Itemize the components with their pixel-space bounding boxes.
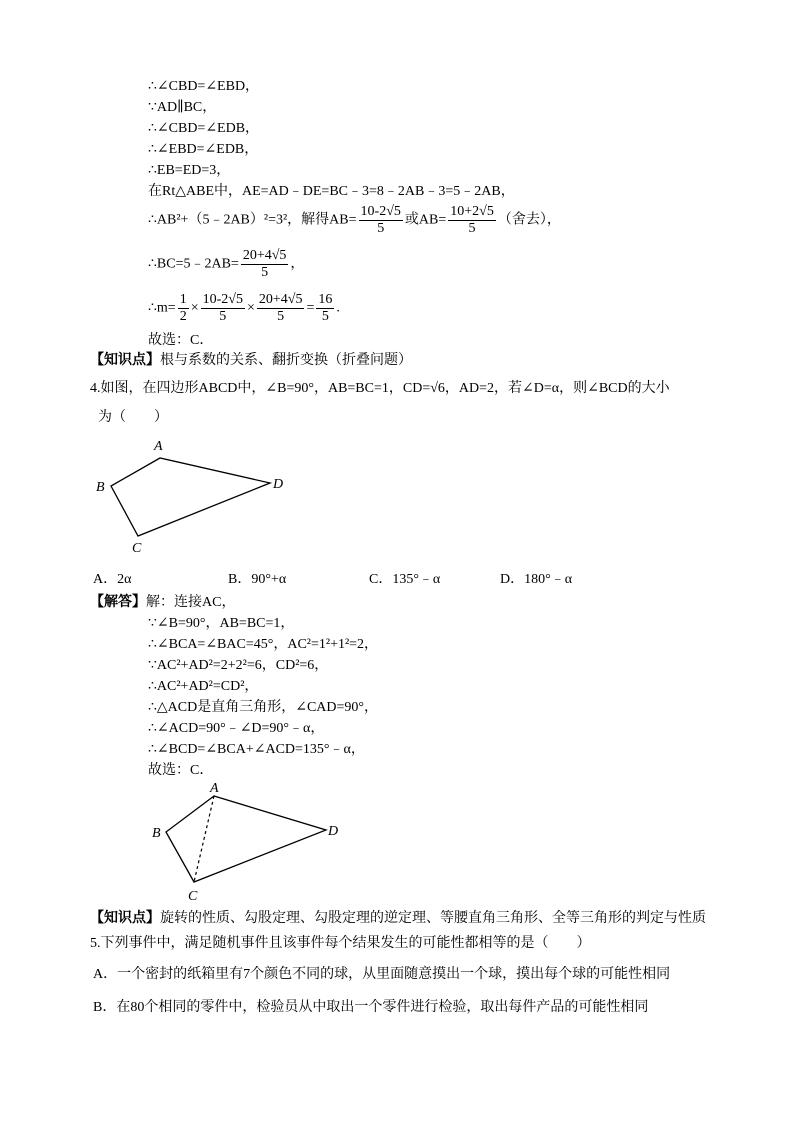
proof-line: ∴∠CBD=∠EBD， — [148, 79, 260, 94]
answer-line: ∴∠BCA=∠BAC=45°，AC²=1²+1²=2， — [148, 637, 379, 652]
fraction — [448, 204, 496, 237]
text: （舍去）， — [497, 212, 561, 228]
answer-line: ∴∠ACD=90°﹣∠D=90°﹣α， — [148, 721, 325, 736]
fraction — [178, 292, 189, 325]
option-b: B．90°+α — [228, 572, 287, 587]
vertex-label-d: D — [273, 477, 284, 492]
proof-line-bc — [148, 248, 304, 281]
question-5-option-a: A．一个密封的纸箱里有7个颜色不同的球，从里面随意摸出一个球，摸出每个球的可能性相同 — [93, 967, 671, 982]
numerator: 10-2√5 — [360, 204, 401, 219]
proof-line: ∴∠EBD=∠EDB， — [148, 142, 259, 157]
period: . — [336, 300, 340, 316]
fraction — [257, 292, 305, 325]
proof-line-m — [148, 292, 340, 325]
numerator: 16 — [318, 292, 333, 307]
knowledge-label: 【知识点】 — [90, 911, 160, 926]
answer-label: 【解答】 — [90, 595, 146, 610]
answer-line: ∴△ACD是直角三角形，∠CAD=90°， — [148, 700, 379, 715]
answer-line: ∵∠B=90°，AB=BC=1， — [148, 616, 295, 631]
text: 或AB= — [404, 212, 447, 228]
knowledge-label: 【知识点】 — [90, 353, 160, 368]
answer-line: ∵AC²+AD²=2+2²=6，CD²=6， — [148, 658, 329, 673]
choose-answer: 故选：C． — [148, 333, 214, 348]
quadrilateral-figure — [90, 436, 300, 558]
proof-line-solve — [148, 204, 561, 237]
fraction — [359, 204, 403, 237]
denominator: 5 — [321, 309, 329, 324]
question-4-stem-cont: 为（ ） — [98, 410, 168, 425]
vertex-label-c: C — [188, 889, 198, 904]
solution-figure — [148, 782, 348, 908]
text: ∴m= — [148, 300, 176, 316]
proof-line: ∴EB=ED=3， — [148, 163, 231, 178]
numerator: 20+4√5 — [258, 292, 303, 307]
numerator: 10-2√5 — [202, 292, 243, 307]
text: ， — [290, 256, 305, 272]
question-5-stem: 5.下列事件中，满足随机事件且该事件每个结果发生的可能性都相等的是（ ） — [90, 936, 591, 951]
proof-line: ∵AD∥BC， — [148, 100, 217, 115]
denominator: 2 — [179, 309, 187, 324]
denominator: 5 — [219, 309, 227, 324]
option-a: A．2α — [93, 572, 132, 587]
text: ∴BC=5﹣2AB= — [148, 256, 239, 272]
times-sign: × — [190, 300, 199, 316]
numerator: 1 — [179, 292, 187, 307]
text: ∴AB²+（5﹣2AB）²=3²，解得AB= — [148, 212, 357, 228]
quadrilateral-outline — [111, 458, 270, 536]
numerator: 10+2√5 — [450, 204, 494, 219]
proof-line: 在Rt△ABE中，AE=AD﹣DE=BC﹣3=8﹣2AB﹣3=5﹣2AB， — [148, 184, 515, 199]
option-c: C．135°﹣α — [369, 572, 441, 587]
question-4-stem: 4.如图，在四边形ABCD中，∠B=90°，AB=BC=1，CD=√6，AD=2，若∠D=α，则∠BCD的大小 — [90, 381, 670, 396]
vertex-label-a: A — [154, 439, 163, 454]
knowledge-point — [90, 352, 412, 370]
fraction — [241, 248, 289, 281]
vertex-label-a: A — [210, 782, 219, 796]
quadrilateral-outline — [166, 796, 326, 882]
vertex-label-b: B — [96, 480, 105, 495]
numerator: 20+4√5 — [242, 248, 287, 263]
knowledge-text: 旋转的性质、勾股定理、勾股定理的逆定理、等腰直角三角形、全等三角形的判定与性质 — [160, 911, 706, 926]
vertex-label-d: D — [328, 824, 339, 839]
answer-line: ∴∠BCD=∠BCA+∠ACD=135°﹣α， — [148, 742, 365, 757]
vertex-label-c: C — [132, 541, 142, 556]
proof-line: ∴∠CBD=∠EDB， — [148, 121, 260, 136]
fraction — [316, 292, 334, 325]
vertex-label-b: B — [152, 826, 161, 841]
option-d: D．180°﹣α — [500, 572, 573, 587]
answer-line: 故选：C． — [148, 763, 214, 778]
denominator: 5 — [377, 221, 385, 236]
denominator: 5 — [277, 309, 285, 324]
answer-first: 解：连接AC， — [146, 595, 236, 610]
knowledge-point — [90, 910, 706, 928]
fraction — [201, 292, 245, 325]
denominator: 5 — [468, 221, 476, 236]
equals-sign: = — [306, 300, 315, 316]
denominator: 5 — [261, 265, 269, 280]
knowledge-text: 根与系数的关系、翻折变换（折叠问题） — [160, 353, 412, 368]
question-5-option-b: B．在80个相同的零件中，检验员从中取出一个零件进行检验，取出每件产品的可能性相同 — [93, 1000, 649, 1015]
answer-header — [90, 594, 235, 612]
answer-line: ∴AC²+AD²=CD²， — [148, 679, 259, 694]
times-sign: × — [246, 300, 255, 316]
